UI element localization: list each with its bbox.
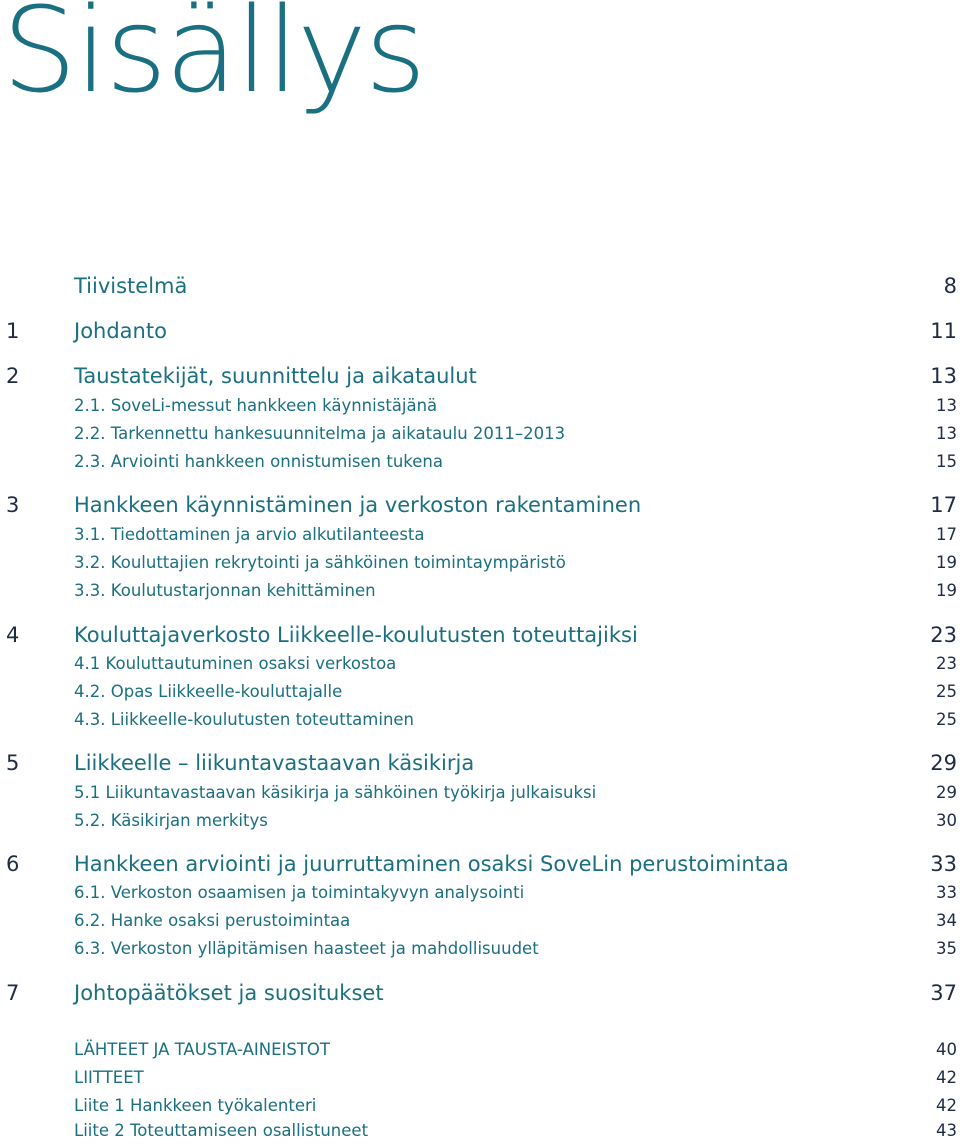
toc-entry-label: Hankkeen käynnistäminen ja verkoston rakentaminen bbox=[74, 493, 642, 517]
toc-subentry-label: 4.2. Opas Liikkeelle-kouluttajalle bbox=[74, 682, 343, 701]
toc-subentry[interactable] bbox=[0, 879, 960, 907]
toc-subentry-page: 35 bbox=[936, 939, 957, 958]
toc-entry[interactable] bbox=[0, 850, 960, 878]
toc-entry-number: 1 bbox=[6, 319, 20, 343]
toc-appendix-entry[interactable] bbox=[0, 1092, 960, 1120]
toc-entry-page: 37 bbox=[930, 981, 957, 1005]
toc-subentry-page: 15 bbox=[936, 452, 957, 471]
toc-entry-page: 11 bbox=[930, 319, 957, 343]
toc-entry-page: 23 bbox=[930, 623, 957, 647]
toc-entry[interactable] bbox=[0, 749, 960, 777]
toc-entry-label: Hankkeen arviointi ja juurruttaminen osaksi SoveLin perustoimintaa bbox=[74, 852, 789, 876]
toc-appendix-label: LIITTEET bbox=[74, 1068, 144, 1087]
toc-subentry-page: 23 bbox=[936, 654, 957, 673]
toc-subentry-label: 3.2. Kouluttajien rekrytointi ja sähköinen toimintaympäristö bbox=[74, 553, 566, 572]
toc-subentry-label: 4.3. Liikkeelle-koulutusten toteuttaminen bbox=[74, 710, 415, 729]
toc-subentry[interactable] bbox=[0, 935, 960, 963]
page-title: Sisällys bbox=[2, 0, 425, 119]
toc-subentry[interactable] bbox=[0, 420, 960, 448]
toc-entry-label: Kouluttajaverkosto Liikkeelle-koulutusten toteuttajiksi bbox=[74, 623, 638, 647]
toc-subentry-page: 17 bbox=[936, 525, 957, 544]
toc-subentry-label: 5.1 Liikuntavastaavan käsikirja ja sähköinen työkirja julkaisuksi bbox=[74, 783, 597, 802]
toc-entry-number: 4 bbox=[6, 623, 20, 647]
toc-subentry-label: 6.3. Verkoston ylläpitämisen haasteet ja mahdollisuudet bbox=[74, 939, 539, 958]
toc-subentry[interactable] bbox=[0, 650, 960, 678]
toc-appendix-entry[interactable] bbox=[0, 1117, 960, 1145]
toc-appendix-entry[interactable] bbox=[0, 1036, 960, 1064]
toc-entry-number: 5 bbox=[6, 751, 20, 775]
toc-subentry-label: 2.3. Arviointi hankkeen onnistumisen tukena bbox=[74, 452, 443, 471]
toc-entry-page: 17 bbox=[930, 493, 957, 517]
toc-subentry-page: 19 bbox=[936, 553, 957, 572]
toc-subentry-label: 3.1. Tiedottaminen ja arvio alkutilanteesta bbox=[74, 525, 425, 544]
toc-subentry[interactable] bbox=[0, 392, 960, 420]
toc-subentry-page: 13 bbox=[936, 424, 957, 443]
toc-entry[interactable] bbox=[0, 491, 960, 519]
toc-entry-number: 2 bbox=[6, 364, 20, 388]
toc-appendix-page: 42 bbox=[936, 1096, 957, 1115]
toc-entry-page: 8 bbox=[943, 274, 957, 298]
toc-entry-page: 33 bbox=[930, 852, 957, 876]
toc-subentry[interactable] bbox=[0, 577, 960, 605]
toc-entry-label: Johdanto bbox=[74, 319, 167, 343]
toc-subentry[interactable] bbox=[0, 678, 960, 706]
toc-subentry-page: 25 bbox=[936, 710, 957, 729]
toc-appendix-label: Liite 2 Toteuttamiseen osallistuneet bbox=[74, 1121, 369, 1140]
toc-entry[interactable] bbox=[0, 317, 960, 345]
toc-entry[interactable] bbox=[0, 272, 960, 300]
toc-entry[interactable] bbox=[0, 979, 960, 1007]
toc-entry-page: 13 bbox=[930, 364, 957, 388]
toc-appendix-entry[interactable] bbox=[0, 1064, 960, 1092]
toc-subentry[interactable] bbox=[0, 907, 960, 935]
toc-subentry[interactable] bbox=[0, 779, 960, 807]
toc-entry-label: Taustatekijät, suunnittelu ja aikataulut bbox=[74, 364, 477, 388]
toc-subentry-label: 4.1 Kouluttautuminen osaksi verkostoa bbox=[74, 654, 397, 673]
toc-subentry-page: 34 bbox=[936, 911, 957, 930]
toc-subentry[interactable] bbox=[0, 807, 960, 835]
toc-appendix-page: 42 bbox=[936, 1068, 957, 1087]
toc-appendix-page: 43 bbox=[936, 1121, 957, 1140]
toc-entry-number: 6 bbox=[6, 852, 20, 876]
toc-entry-label: Johtopäätökset ja suositukset bbox=[74, 981, 384, 1005]
toc-subentry[interactable] bbox=[0, 549, 960, 577]
toc-subentry-label: 3.3. Koulutustarjonnan kehittäminen bbox=[74, 581, 376, 600]
toc-entry[interactable] bbox=[0, 362, 960, 390]
toc-subentry-page: 30 bbox=[936, 811, 957, 830]
toc-subentry-label: 6.2. Hanke osaksi perustoimintaa bbox=[74, 911, 351, 930]
toc-appendix-label: Liite 1 Hankkeen työkalenteri bbox=[74, 1096, 317, 1115]
toc-subentry-label: 5.2. Käsikirjan merkitys bbox=[74, 811, 268, 830]
toc-entry-number: 7 bbox=[6, 981, 20, 1005]
toc-subentry-page: 19 bbox=[936, 581, 957, 600]
toc-appendix-page: 40 bbox=[936, 1040, 957, 1059]
toc-subentry-page: 25 bbox=[936, 682, 957, 701]
toc-appendix-label: LÄHTEET JA TAUSTA-AINEISTOT bbox=[74, 1040, 330, 1059]
toc-subentry-label: 2.2. Tarkennettu hankesuunnitelma ja aikataulu 2011–2013 bbox=[74, 424, 566, 443]
toc-entry[interactable] bbox=[0, 621, 960, 649]
toc-subentry-page: 29 bbox=[936, 783, 957, 802]
toc-entry-page: 29 bbox=[930, 751, 957, 775]
toc-subentry[interactable] bbox=[0, 706, 960, 734]
toc-subentry-page: 13 bbox=[936, 396, 957, 415]
toc-subentry-page: 33 bbox=[936, 883, 957, 902]
toc-entry-label: Liikkeelle – liikuntavastaavan käsikirja bbox=[74, 751, 475, 775]
toc-subentry-label: 2.1. SoveLi-messut hankkeen käynnistäjänä bbox=[74, 396, 438, 415]
toc-entry-label: Tiivistelmä bbox=[74, 274, 188, 298]
toc-entry-number: 3 bbox=[6, 493, 20, 517]
toc-subentry[interactable] bbox=[0, 448, 960, 476]
toc-subentry[interactable] bbox=[0, 521, 960, 549]
toc-subentry-label: 6.1. Verkoston osaamisen ja toimintakyvyn analysointi bbox=[74, 883, 525, 902]
